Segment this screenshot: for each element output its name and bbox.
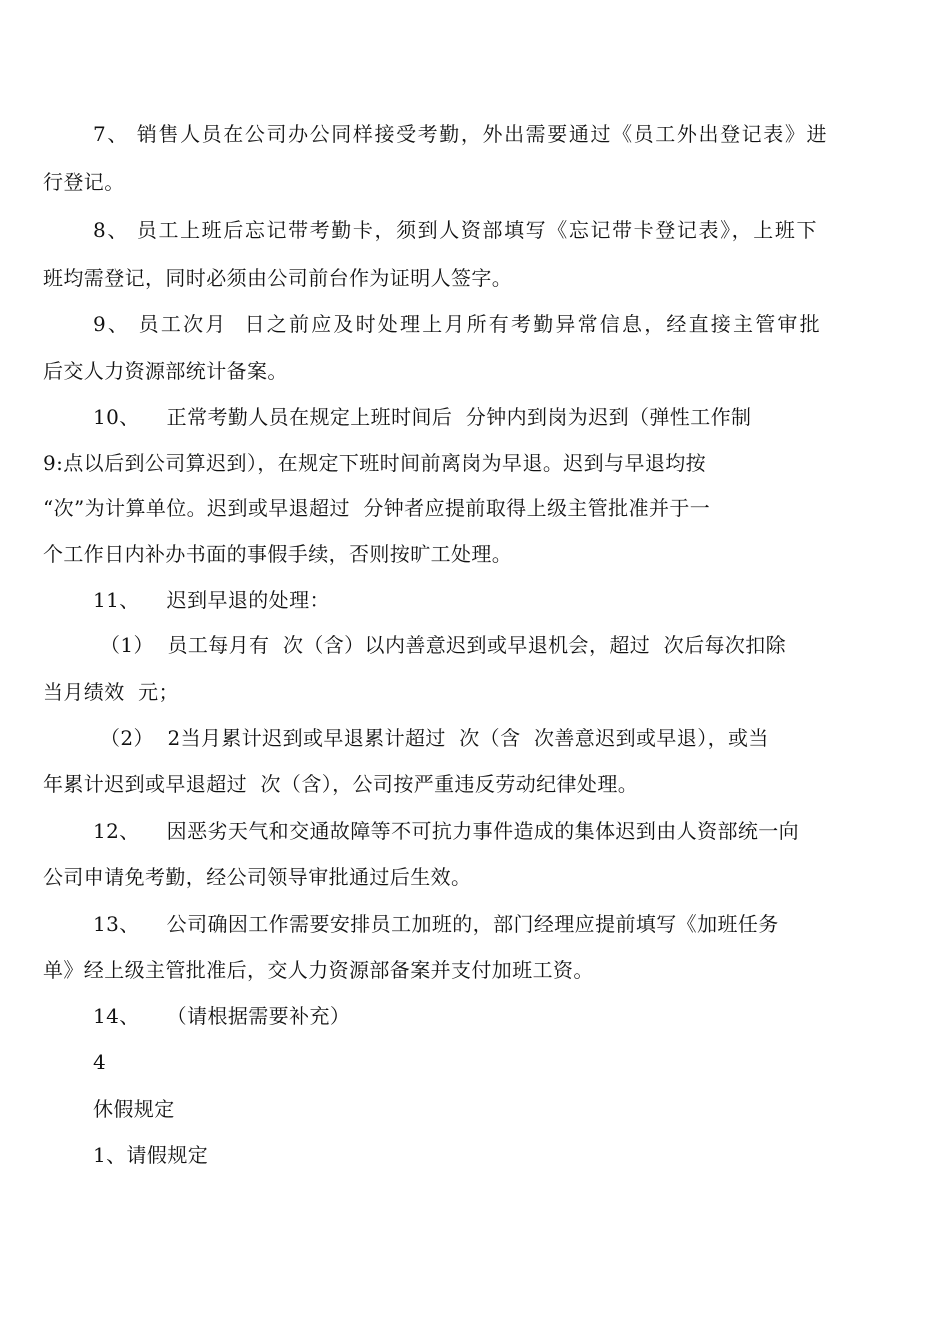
text-line: 当月绩效 元； [43,680,179,704]
text-line: 个工作日内补办书面的事假手续，否则按旷工处理。 [43,542,513,566]
text-line: 8、 员工上班后忘记带考勤卡，须到人资部填写《忘记带卡登记表》，上班下 [93,218,819,242]
text-line: 13、 公司确因工作需要安排员工加班的，部门经理应提前填写《加班任务 [93,912,779,936]
text-line: 单》经上级主管批准后，交人力资源部备案并支付加班工资。 [43,958,594,982]
text-line: 7、 销售人员在公司办公同样接受考勤，外出需要通过《员工外出登记表》进 [93,122,829,146]
text-line: “次”为计算单位。迟到或早退超过 分钟者应提前取得上级主管批准并于一 [43,496,711,520]
text-line: （2） 2当月累计迟到或早退累计超过 次（含 次善意迟到或早退），或当 [100,726,769,750]
text-line: 9:点以后到公司算迟到），在规定下班时间前离岗为早退。迟到与早退均按 [43,451,707,475]
text-line: 12、 因恶劣天气和交通故障等不可抗力事件造成的集体迟到由人资部统一向 [93,819,800,843]
text-line: 11、 迟到早退的处理： [93,588,330,612]
section-heading: 休假规定 [93,1097,175,1121]
text-line: 行登记。 [43,170,125,194]
subsection-heading: 1、请假规定 [93,1143,209,1167]
text-line: 公司申请免考勤，经公司领导审批通过后生效。 [43,865,472,889]
text-line: 年累计迟到或早退超过 次（含），公司按严重违反劳动纪律处理。 [43,772,639,796]
section-number: 4 [93,1050,107,1074]
text-line: 班均需登记，同时必须由公司前台作为证明人签字。 [43,266,513,290]
text-line: 后交人力资源部统计备案。 [43,359,288,383]
text-line: （1） 员工每月有 次（含）以内善意迟到或早退机会，超过 次后每次扣除 [100,633,787,657]
text-line: 9、 员工次月 日之前应及时处理上月所有考勤异常信息，经直接主管审批 [93,312,822,336]
text-line: 14、 （请根据需要补充） [93,1004,351,1028]
text-line: 10、 正常考勤人员在规定上班时间后 分钟内到岗为迟到（弹性工作制 [93,405,752,429]
